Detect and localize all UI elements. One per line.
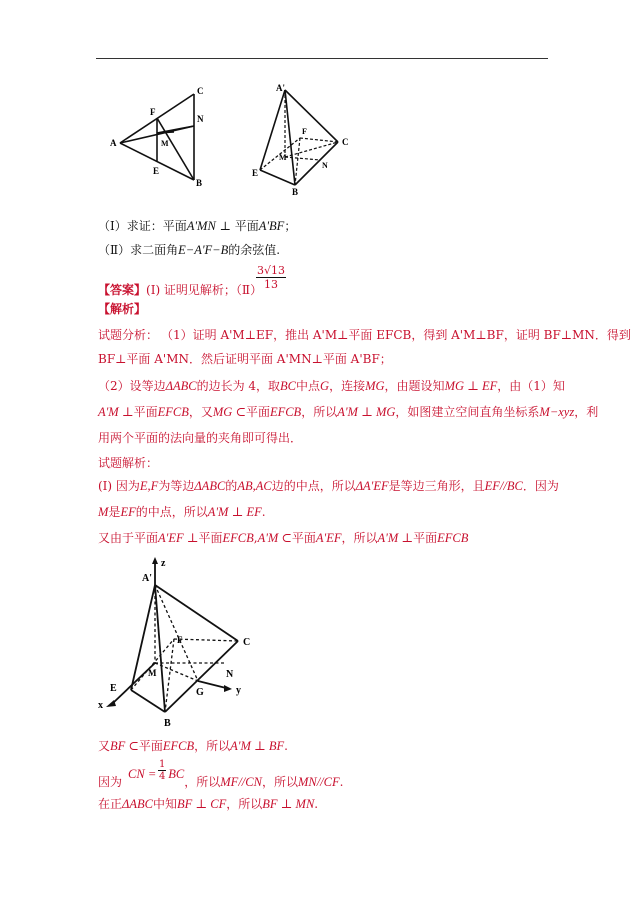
- p2a-3: 中点: [296, 379, 321, 393]
- s3-2: 平面: [198, 531, 223, 545]
- analysis-p1a-text: （1）证明 A'M⊥EF，推出 A'M⊥平面 EFCB，得到 A'M⊥BF，证明 BF⊥MN．得到: [161, 328, 631, 342]
- q2-dihedral: E−A'F−B: [178, 243, 229, 257]
- fig3-label-b: B: [164, 718, 171, 729]
- fig1-label-m: M: [161, 139, 169, 148]
- s3-m1: A'EF ⊥: [158, 531, 199, 545]
- q2-prefix: （Ⅱ）求二面角: [98, 243, 179, 257]
- p2a-m5: MG ⊥ EF: [444, 379, 498, 393]
- fig1-label-b: B: [196, 178, 203, 188]
- p2b-m2: EFCB: [157, 405, 189, 419]
- fig3-label-e: E: [110, 683, 117, 694]
- answer-line: [98, 282, 262, 298]
- s2-3: .: [261, 505, 266, 519]
- s4-m3: A'M ⊥ BF: [230, 739, 285, 753]
- fig2-label-m: M: [279, 153, 287, 162]
- s1-6: ．因为: [522, 479, 559, 493]
- s1-m3: AB,AC: [237, 479, 272, 493]
- q1-end: ；: [284, 219, 297, 233]
- s6-2: 中知: [152, 797, 177, 811]
- s5-fraction: [158, 759, 166, 782]
- fig3-label-z: z: [161, 558, 166, 569]
- solution-s6: [98, 796, 318, 812]
- p2b-m5: A'M ⊥ MG: [337, 405, 396, 419]
- fig1-label-e: E: [153, 166, 160, 176]
- s2-m2: EF: [120, 505, 136, 519]
- p2a-m3: G: [320, 379, 330, 393]
- analysis-p1a: [161, 327, 631, 343]
- fig1-label-n: N: [197, 114, 204, 124]
- s5-fraction-numerator: 1: [159, 759, 166, 770]
- s5-3: ，所以: [261, 775, 298, 789]
- s1-4: 边的中点，所以: [271, 479, 356, 493]
- s6-1: 在正: [98, 797, 123, 811]
- s5-2: ，所以: [184, 775, 221, 789]
- answer-fraction-denominator: 13: [264, 278, 278, 291]
- s5-m3: MF//CN: [220, 775, 262, 789]
- s3-m2: EFCB: [222, 531, 254, 545]
- s3-m6: EFCB: [437, 531, 469, 545]
- s1-m1: E,F: [139, 479, 159, 493]
- q1-prefix: （Ⅰ）求证：平面: [98, 219, 187, 233]
- p2b-m4: EFCB: [269, 405, 302, 419]
- question-part-2: [98, 242, 280, 258]
- p2a-m1: ΔABC: [165, 379, 197, 393]
- s6-m3: BF ⊥ MN: [262, 797, 315, 811]
- fig3-label-m: M: [148, 668, 157, 678]
- analysis-p1b: [98, 351, 392, 367]
- s4-1: 又: [98, 739, 111, 753]
- q1-mid: ⊥ 平面: [215, 219, 259, 233]
- analysis-tag: 【解析】: [98, 302, 147, 316]
- s3-4: 平面: [291, 531, 316, 545]
- fig2-label-f: F: [302, 127, 307, 136]
- p2a-2: 的边长为 4，取: [196, 379, 281, 393]
- s6-m1: ΔABC: [122, 797, 153, 811]
- s5-4: .: [339, 775, 344, 789]
- s2-m1: M: [98, 505, 109, 519]
- p2b-m3: MG ⊂: [212, 405, 246, 419]
- s2-m3: A'M ⊥ EF: [207, 505, 262, 519]
- s6-4: .: [314, 797, 319, 811]
- fig1-label-f: F: [150, 107, 156, 117]
- fig3-label-a: A': [142, 573, 152, 584]
- fig2-label-b: B: [292, 187, 299, 197]
- s3-m5: A'M ⊥: [377, 531, 414, 545]
- answer-fraction-numerator: 3√13: [257, 264, 286, 277]
- fig3-label-g: G: [196, 687, 204, 698]
- s4-m1: BF ⊂: [110, 739, 139, 753]
- solution-s2: [98, 504, 266, 520]
- solution-s5: [98, 767, 344, 790]
- s3-5: ，所以: [341, 531, 378, 545]
- s5-m1: CN =: [128, 767, 157, 781]
- analysis-p2c: 用两个平面的法向量的夹角即可得出．: [98, 431, 303, 445]
- s6-m2: BF ⊥ CF: [176, 797, 227, 811]
- solution-s1: [98, 478, 559, 494]
- analysis-title: 试题分析：: [98, 328, 159, 342]
- fig2-label-c: C: [342, 137, 349, 147]
- q1-plane-2: A'BF: [258, 219, 285, 233]
- s3-m3: A'M ⊂: [257, 531, 292, 545]
- s5-m2: BC: [168, 767, 185, 781]
- p2b-2: ，又: [188, 405, 213, 419]
- q1-plane-1: A'MN: [186, 219, 216, 233]
- s1-1: (Ⅰ) 因为: [98, 479, 140, 493]
- figure-triangle: [110, 80, 215, 190]
- s4-m2: EFCB: [162, 739, 195, 753]
- fig2-label-e: E: [252, 168, 259, 178]
- fig1-label-a: A: [110, 138, 117, 148]
- p2a-1: （2）设等边: [98, 379, 166, 393]
- p2b-3: 平面: [245, 405, 270, 419]
- s5-1: 因为: [98, 775, 123, 789]
- fig1-label-c: C: [197, 86, 204, 96]
- p2b-1: 平面: [133, 405, 158, 419]
- answer-fraction: [256, 264, 286, 291]
- s1-m2: ΔABC: [194, 479, 226, 493]
- header-rule: [96, 58, 548, 59]
- s5-fraction-denominator: 4: [159, 771, 166, 782]
- p2b-5: ，如图建立空间直角坐标系: [395, 405, 540, 419]
- figure-pyramid: [250, 82, 360, 197]
- answer-tag: 【答案】: [98, 283, 147, 297]
- s1-2: 为等边: [158, 479, 195, 493]
- s4-4: .: [284, 739, 288, 753]
- s3-1: 又由于平面: [98, 531, 159, 545]
- s6-3: ，所以: [226, 797, 263, 811]
- solution-title: 试题解析：: [98, 456, 159, 470]
- p2a-6: ，由（1）知: [497, 379, 565, 393]
- p2b-m6: M−xyz: [539, 405, 575, 419]
- answer-text: (Ⅰ) 证明见解析；（Ⅱ）: [146, 283, 263, 297]
- p2b-m1: A'M ⊥: [98, 405, 134, 419]
- p2a-5: ，由题设知: [384, 379, 445, 393]
- p2a-m4: MG: [365, 379, 385, 393]
- s1-m4: ΔA'EF: [355, 479, 389, 493]
- s1-3: 的: [225, 479, 238, 493]
- question-part-1: [98, 218, 296, 234]
- analysis-p1b-text: BF⊥平面 A'MN．然后证明平面 A'MN⊥平面 A'BF；: [98, 352, 392, 366]
- solution-s4: [98, 738, 288, 754]
- q2-end: 的余弦值.: [228, 243, 281, 257]
- s3-3: ,: [253, 531, 258, 545]
- solution-s3: [98, 530, 468, 546]
- s4-2: 平面: [138, 739, 163, 753]
- s4-3: ，所以: [194, 739, 231, 753]
- p2b-6: ，利: [574, 405, 599, 419]
- s2-1: 是: [108, 505, 121, 519]
- s1-m5: EF//BC: [484, 479, 523, 493]
- fig2-label-a: A': [276, 83, 285, 93]
- fig3-label-f: F: [177, 635, 183, 645]
- fig3-label-n: N: [226, 669, 234, 680]
- fig3-label-c: C: [243, 637, 251, 648]
- fig3-label-x: x: [98, 700, 103, 711]
- p2a-4: ，连接: [329, 379, 366, 393]
- fig2-label-n: N: [322, 161, 328, 170]
- s2-2: 的中点，所以: [135, 505, 208, 519]
- s3-m4: A'EF: [315, 531, 342, 545]
- p2b-4: ，所以: [301, 405, 338, 419]
- figure-coordinate-pyramid: [98, 555, 273, 730]
- fig3-label-y: y: [236, 685, 241, 696]
- s3-6: 平面: [413, 531, 438, 545]
- s5-m4: MN//CF: [297, 775, 340, 789]
- analysis-p2a: [98, 378, 565, 394]
- analysis-p2b: [98, 404, 598, 420]
- p2a-m2: BC: [280, 379, 297, 393]
- s1-5: 是等边三角形，且: [388, 479, 485, 493]
